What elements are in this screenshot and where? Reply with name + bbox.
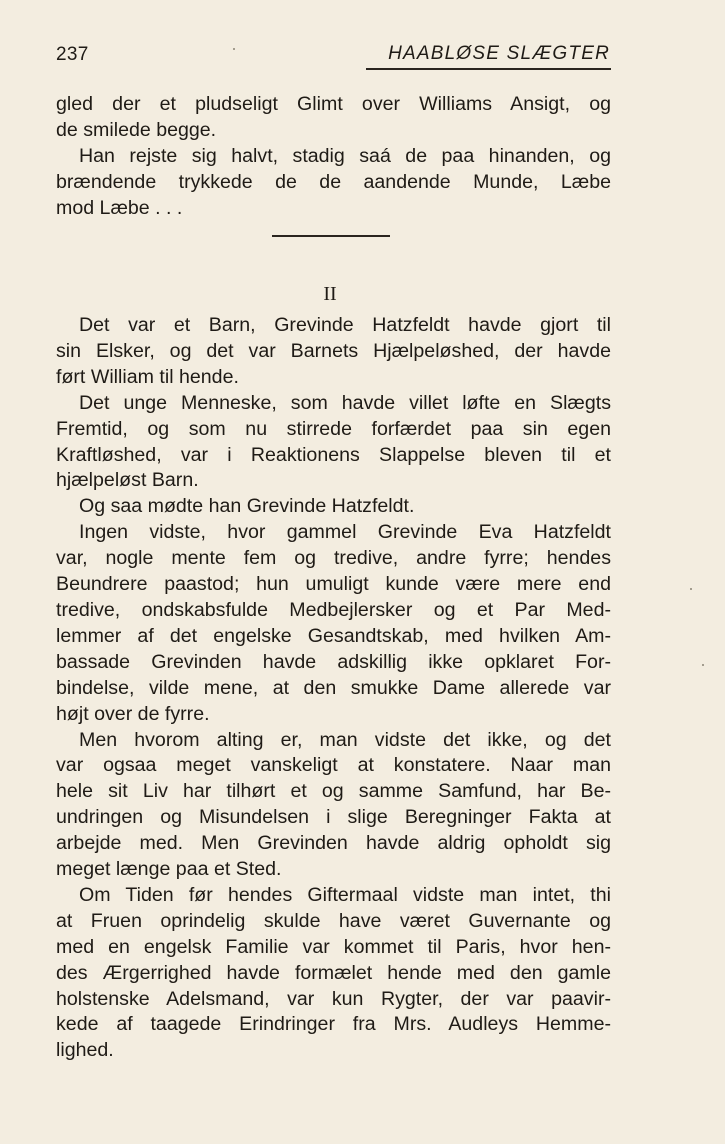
text-line: lemmer af det engelske Gesandtskab, med hvilken Am- [56,624,611,647]
text-line: Og saa mødte han Grevinde Hatzfeldt. [79,495,415,518]
opening-paragraphs [56,92,611,222]
text-line: gled der et pludseligt Glimt over Williams Ansigt, og [56,93,611,115]
text-line: Han rejste sig halvt, stadig saá de paa hinanden, og [79,144,611,167]
text-line: bindelse, vilde mene, at den smukke Dame allerede var [56,676,611,699]
page-number: 237 [56,44,89,65]
running-title: HAABLØSE SLÆGTER [388,43,610,64]
text-line: hele sit Liv har tilhørt et og samme Samfund, har Be- [56,780,611,803]
scan-speck [233,48,235,50]
text-line: var, nogle mente fem og tredive, andre fyrre; hendes [56,547,611,570]
text-line: Ingen vidste, hvor gammel Grevinde Eva Hatzfeldt [79,521,611,544]
text-line: Beundrere paastod; hun umuligt kunde være mere end [56,573,611,596]
section-divider [272,235,390,237]
text-line: mod Læbe . . . [56,196,183,219]
text-line: Men hvorom alting er, man vidste det ikke, og det [79,728,611,751]
text-line: med en engelsk Familie var kommet til Paris, hvor hen- [56,935,611,958]
text-line: Fremtid, og som nu stirrede forfærdet paa sin egen [56,417,611,440]
text-line: meget længe paa et Sted. [56,858,282,881]
text-line: Kraftløshed, var i Reaktionens Slappelse bleven til et [56,443,611,466]
text-line: at Fruen oprindelig skulde have været Guvernante og [56,909,611,932]
text-line: sin Elsker, og det var Barnets Hjælpeløshed, der havde [56,339,611,362]
text-line: arbejde med. Men Grevinden havde aldrig opholdt sig [56,832,611,855]
scan-speck [702,664,704,666]
section-heading: II [323,283,337,305]
text-line: hjælpeløst Barn. [56,469,199,492]
text-line: de smilede begge. [56,118,217,141]
text-line: Det unge Menneske, som havde villet løfte en Slægts [79,391,611,414]
text-line: lighed. [56,1039,114,1062]
text-line: des Ærgerrighed havde formælet hende med den gamle [56,961,611,984]
text-line: kede af taagede Erindringer fra Mrs. Audleys Hemme- [56,1013,611,1036]
section-body [56,313,611,1064]
text-line: Om Tiden før hendes Giftermaal vidste man intet, thi [79,883,611,906]
header-rule [366,68,611,70]
text-line: undringen og Misundelsen i slige Beregninger Fakta at [56,806,611,829]
text-line: Det var et Barn, Grevinde Hatzfeldt havde gjort til [79,314,611,336]
text-line: holstenske Adelsmand, var kun Rygter, der var paavir- [56,987,611,1010]
text-line: brændende trykkede de de aandende Munde, Læbe [56,170,611,193]
text-line: ført William til hende. [56,365,239,388]
text-line: tredive, ondskabsfulde Medbejlersker og et Par Med- [56,598,611,621]
text-line: højt over de fyrre. [56,702,210,725]
text-line: var ogsaa meget vanskeligt at konstatere. Naar man [56,754,611,777]
scan-speck [690,588,692,590]
text-line: bassade Grevinden havde adskillig ikke opklaret For- [56,650,611,673]
